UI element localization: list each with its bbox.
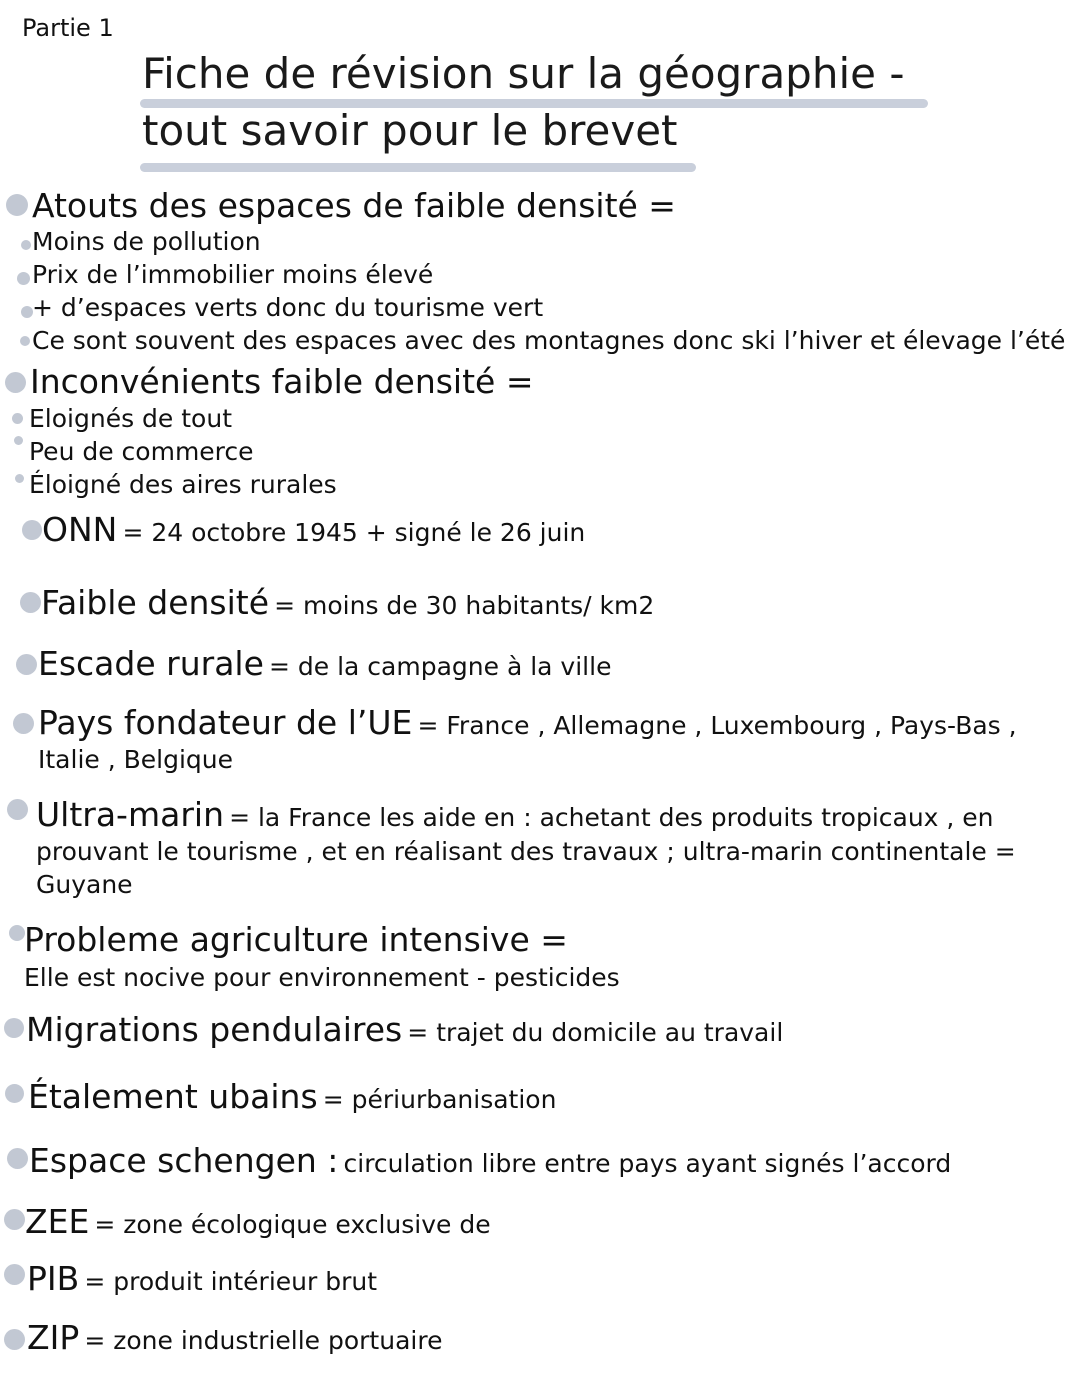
bullet-dot (17, 272, 30, 285)
section-heading-probleme-agriculture: Probleme agriculture intensive = (24, 920, 568, 959)
definition-text: = zone écologique exclusive de (94, 1210, 491, 1239)
definition-text: = périurbanisation (322, 1085, 557, 1114)
bullet-dot (20, 592, 41, 613)
bullet-dot (4, 1264, 25, 1285)
definition-text: = 24 octobre 1945 + signé le 26 juin (122, 518, 586, 547)
definition-schengen (29, 1141, 951, 1181)
list-item: Prix de l’immobilier moins élevé (32, 260, 434, 289)
definition-faible-densite (41, 583, 654, 623)
definition-zee (25, 1202, 491, 1242)
bullet-dot (7, 1148, 28, 1169)
section-text: Elle est nocive pour environnement - pesticides (24, 963, 620, 992)
bullet-dot (4, 1018, 24, 1038)
definition-text: circulation libre entre pays ayant signés l’accord (343, 1149, 952, 1178)
term-zee: ZEE (25, 1202, 90, 1241)
bullet-dot (9, 925, 25, 941)
term-faible-densite: Faible densité (41, 583, 270, 622)
section-heading-inconvenients: Inconvénients faible densité = (30, 362, 534, 401)
title-underline-2 (140, 163, 696, 172)
term-zip: ZIP (27, 1318, 80, 1357)
section-heading-atouts: Atouts des espaces de faible densité = (32, 186, 676, 225)
bullet-dot (22, 520, 42, 540)
bullet-dot (16, 654, 37, 675)
list-item: + d’espaces verts donc du tourisme vert (32, 293, 544, 322)
definition-continuation: Guyane (36, 870, 133, 899)
term-pib: PIB (27, 1259, 80, 1298)
page-title-line-2: tout savoir pour le brevet (142, 106, 678, 155)
definition-onn (42, 510, 585, 550)
definition-escade-rurale (38, 644, 611, 684)
term-escade-rurale: Escade rurale (38, 644, 264, 683)
bullet-dot (4, 1209, 25, 1230)
list-item: Eloignés de tout (29, 404, 232, 433)
bullet-dot (20, 336, 30, 346)
bullet-dot (14, 436, 23, 445)
definition-continuation: Italie , Belgique (38, 745, 233, 774)
term-ultra-marin: Ultra-marin (36, 795, 224, 834)
definition-text: = produit intérieur brut (84, 1267, 378, 1296)
definition-pib (27, 1259, 377, 1299)
definition-ultra-marin (36, 795, 994, 835)
definition-text: = de la campagne à la ville (269, 652, 612, 681)
term-migrations: Migrations pendulaires (26, 1010, 403, 1049)
term-etalement: Étalement ubains (28, 1077, 318, 1116)
list-item: Éloigné des aires rurales (29, 470, 337, 499)
term-pays-fondateur: Pays fondateur de l’UE (38, 703, 413, 742)
definition-pays-fondateur (38, 703, 1017, 743)
list-item: Ce sont souvent des espaces avec des montagnes donc ski l’hiver et élevage l’été (32, 326, 1066, 355)
definition-etalement (28, 1077, 556, 1117)
page-title-line-1: Fiche de révision sur la géographie - (142, 49, 905, 98)
bullet-dot (5, 372, 26, 393)
bullet-dot (13, 713, 34, 734)
definition-text: = moins de 30 habitants/ km2 (274, 591, 655, 620)
part-label: Partie 1 (22, 14, 114, 42)
bullet-dot (4, 1329, 25, 1350)
bullet-dot (21, 240, 31, 250)
list-item: Peu de commerce (29, 437, 254, 466)
bullet-dot (6, 194, 28, 216)
bullet-dot (7, 799, 28, 820)
definition-text: = France , Allemagne , Luxembourg , Pays-Bas , (417, 711, 1017, 740)
bullet-dot (15, 474, 24, 483)
definition-text: = zone industrielle portuaire (84, 1326, 443, 1355)
bullet-dot (12, 413, 23, 424)
definition-text: = la France les aide en : achetant des produits tropicaux , en (229, 803, 994, 832)
bullet-dot (5, 1084, 24, 1103)
definition-migrations (26, 1010, 783, 1050)
definition-continuation: prouvant le tourisme , et en réalisant des travaux ; ultra-marin continentale = (36, 837, 1016, 866)
term-schengen: Espace schengen : (29, 1141, 339, 1180)
definition-zip (27, 1318, 442, 1358)
definition-text: = trajet du domicile au travail (407, 1018, 784, 1047)
list-item: Moins de pollution (32, 227, 261, 256)
term-onn: ONN (42, 510, 118, 549)
